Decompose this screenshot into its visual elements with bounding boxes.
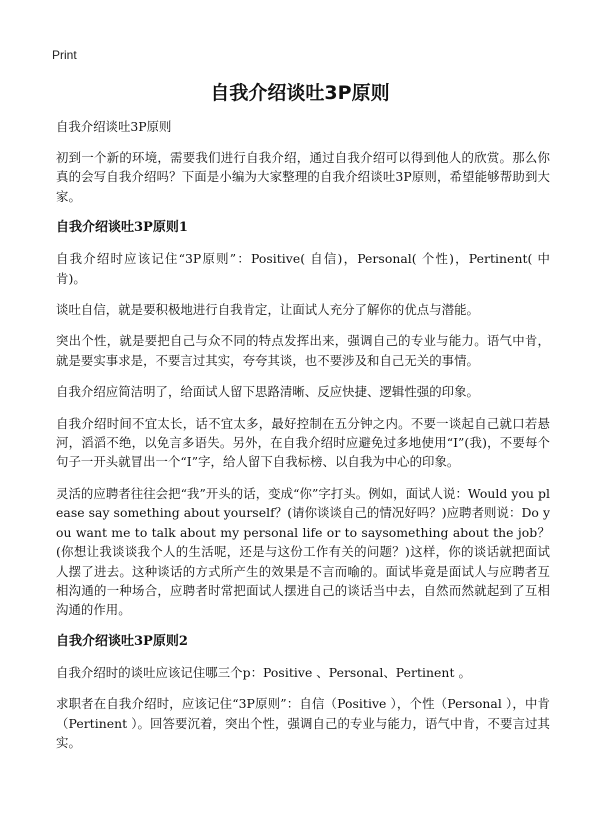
section-2-heading: 自我介绍谈吐3P原则2 — [56, 633, 188, 649]
section-1-paragraph-3: 突出个性，就是要把自己与众不同的特点发挥出来，强调自己的专业与能力。语气中肯，就是要实事求是，不要言过其实，夸夸其谈，也不要涉及和自己无关的事情。 — [56, 333, 550, 368]
print-link[interactable]: Print — [52, 48, 77, 62]
section-1-paragraph-6: 灵活的应聘者往往会把“我”开头的话，变成“你”字打头。例如，面试人说：Would you please say something about yourself？(请你谈谈自己的情况好吗？)应聘者则说：Do you want me to talk about my personal life or to saysomething about the job？(你想让我谈谈我个人的生活呢，还是与这份工作有关的问题？)这样，你的谈话就把面试人摆了进去。这种谈话的方式所产生的效果是不言而喻的。面试毕竟是面试人与应聘者互相沟通的一种场合，应聘者时常把面试人摆进自己的谈话当中去，自然而然就起到了互相沟通的作用。 — [56, 485, 550, 618]
section-1-paragraph-4: 自我介绍应简洁明了，给面试人留下思路清晰、反应快捷、逻辑性强的印象。 — [56, 384, 479, 400]
section-1-paragraph-5: 自我介绍时间不宜太长，话不宜太多，最好控制在五分钟之内。不要一谈起自己就口若悬河，滔滔不绝，以免言多语失。另外，在自我介绍时应避免过多地使用“I”(我)，不要每个句子一开头就冒出一个“I”字，给人留下自我标榜、以自我为中心的印象。 — [56, 415, 550, 470]
section-2-paragraph-1: 自我介绍时的谈吐应该记住哪三个p：Positive 、Personal、Pertinent 。 — [56, 664, 471, 680]
document-body — [56, 118, 550, 764]
document-subtitle: 自我介绍谈吐3P原则 — [56, 119, 172, 134]
section-2-paragraph-2: 求职者在自我介绍时，应该记住“3P原则”：自信（Positive ），个性（Personal ），中肯（Pertinent ）。回答要沉着，突出个性，强调自己的专业与能力，语气中肯，不要言过其实。 — [56, 696, 550, 750]
page-title: 自我介绍谈吐3P原则 — [210, 82, 390, 104]
section-1-paragraph-2: 谈吐自信，就是要积极地进行自我肯定，让面试人充分了解你的优点与潜能。 — [56, 302, 479, 318]
section-1-paragraph-1: 自我介绍时应该记住“3P原则”：Positive( 自信)，Personal( 个性)，Pertinent( 中肯)。 — [56, 251, 550, 286]
section-1-heading: 自我介绍谈吐3P原则1 — [56, 220, 188, 236]
intro-paragraph: 初到一个新的环境，需要我们进行自我介绍，通过自我介绍可以得到他人的欣赏。那么你真的会写自我介绍吗？下面是小编为大家整理的自我介绍谈吐3P原则，希望能够帮助到大家。 — [56, 150, 550, 204]
